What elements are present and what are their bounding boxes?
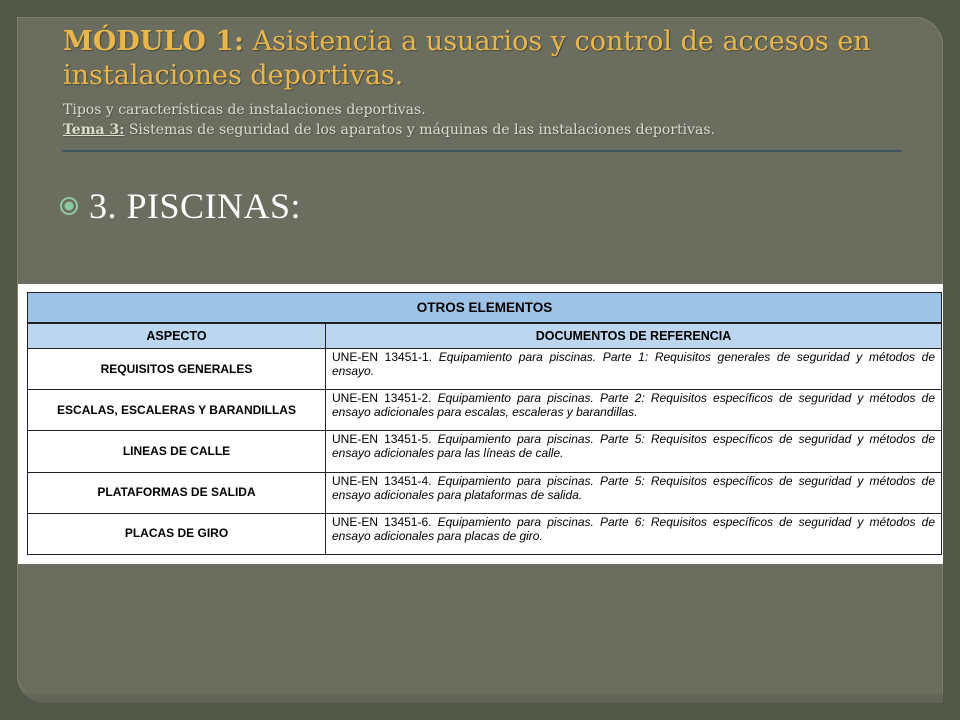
document-description: Equipamiento para piscinas. Parte 1: Requisitos generales de seguridad y métodos de ensayo. <box>332 350 936 378</box>
document-code: UNE-EN 13451-5. <box>332 432 432 447</box>
subtitle: Tipos y características de instalaciones deportivas. <box>63 102 426 118</box>
document-code: UNE-EN 13451-6. <box>332 514 432 529</box>
document-description: Equipamiento para piscinas. Parte 5: Requisitos específicos de seguridad y métodos de ensayo adicionales para las líneas de calle. <box>332 432 936 461</box>
bullet-item <box>59 185 301 227</box>
aspect-cell: PLACAS DE GIRO <box>28 513 326 554</box>
bullet-text: 3. PISCINAS: <box>89 186 302 226</box>
document-cell <box>326 390 942 431</box>
slide-frame <box>17 17 943 703</box>
module-label: MÓDULO 1: <box>63 26 245 57</box>
module-title-text: Asistencia a usuarios y control de accesos en instalaciones deportivas. <box>63 26 871 91</box>
document-description: Equipamiento para piscinas. Parte 2: Requisitos específicos de seguridad y métodos de ensayo adicionales para escalas, escaleras y barandillas. <box>332 391 936 420</box>
document-description: Equipamiento para piscinas. Parte 5: Requisitos específicos de seguridad y métodos de ensayo adicionales para plataformas de salida. <box>332 473 936 502</box>
aspect-cell: LINEAS DE CALLE <box>28 431 326 472</box>
document-code: UNE-EN 13451-4. <box>332 473 432 488</box>
topic-label: Tema 3: <box>63 122 125 138</box>
document-code: UNE-EN 13451-1. <box>332 350 433 364</box>
table-row <box>28 431 942 472</box>
table-image <box>18 284 943 564</box>
table-row <box>28 472 942 513</box>
reference-table <box>27 292 942 555</box>
topic-line <box>63 121 909 139</box>
document-code: UNE-EN 13451-2. <box>332 391 432 406</box>
document-cell <box>326 431 942 472</box>
header-divider <box>62 150 902 152</box>
table-title: OTROS ELEMENTOS <box>28 293 942 324</box>
document-cell <box>326 513 942 554</box>
table-row <box>28 390 942 431</box>
table-header-row <box>28 323 942 349</box>
document-cell <box>326 349 942 390</box>
column-header-documentos: DOCUMENTOS DE REFERENCIA <box>326 323 942 349</box>
table-row <box>28 349 942 390</box>
column-header-aspecto: ASPECTO <box>28 323 326 349</box>
topic-text: Sistemas de seguridad de los aparatos y máquinas de las instalaciones deportivas. <box>128 122 715 138</box>
aspect-cell: PLATAFORMAS DE SALIDA <box>28 472 326 513</box>
aspect-cell: ESCALAS, ESCALERAS Y BARANDILLAS <box>28 390 326 431</box>
document-cell <box>326 472 942 513</box>
module-title <box>63 25 909 93</box>
circle-bullet-icon <box>59 196 79 216</box>
document-description: Equipamiento para piscinas. Parte 6: Requisitos específicos de seguridad y métodos de ensayo adicionales para placas de giro. <box>332 514 936 543</box>
slide-header <box>63 25 909 139</box>
aspect-cell: REQUISITOS GENERALES <box>28 349 326 390</box>
table-title-row <box>28 293 942 324</box>
table-row <box>28 513 942 554</box>
